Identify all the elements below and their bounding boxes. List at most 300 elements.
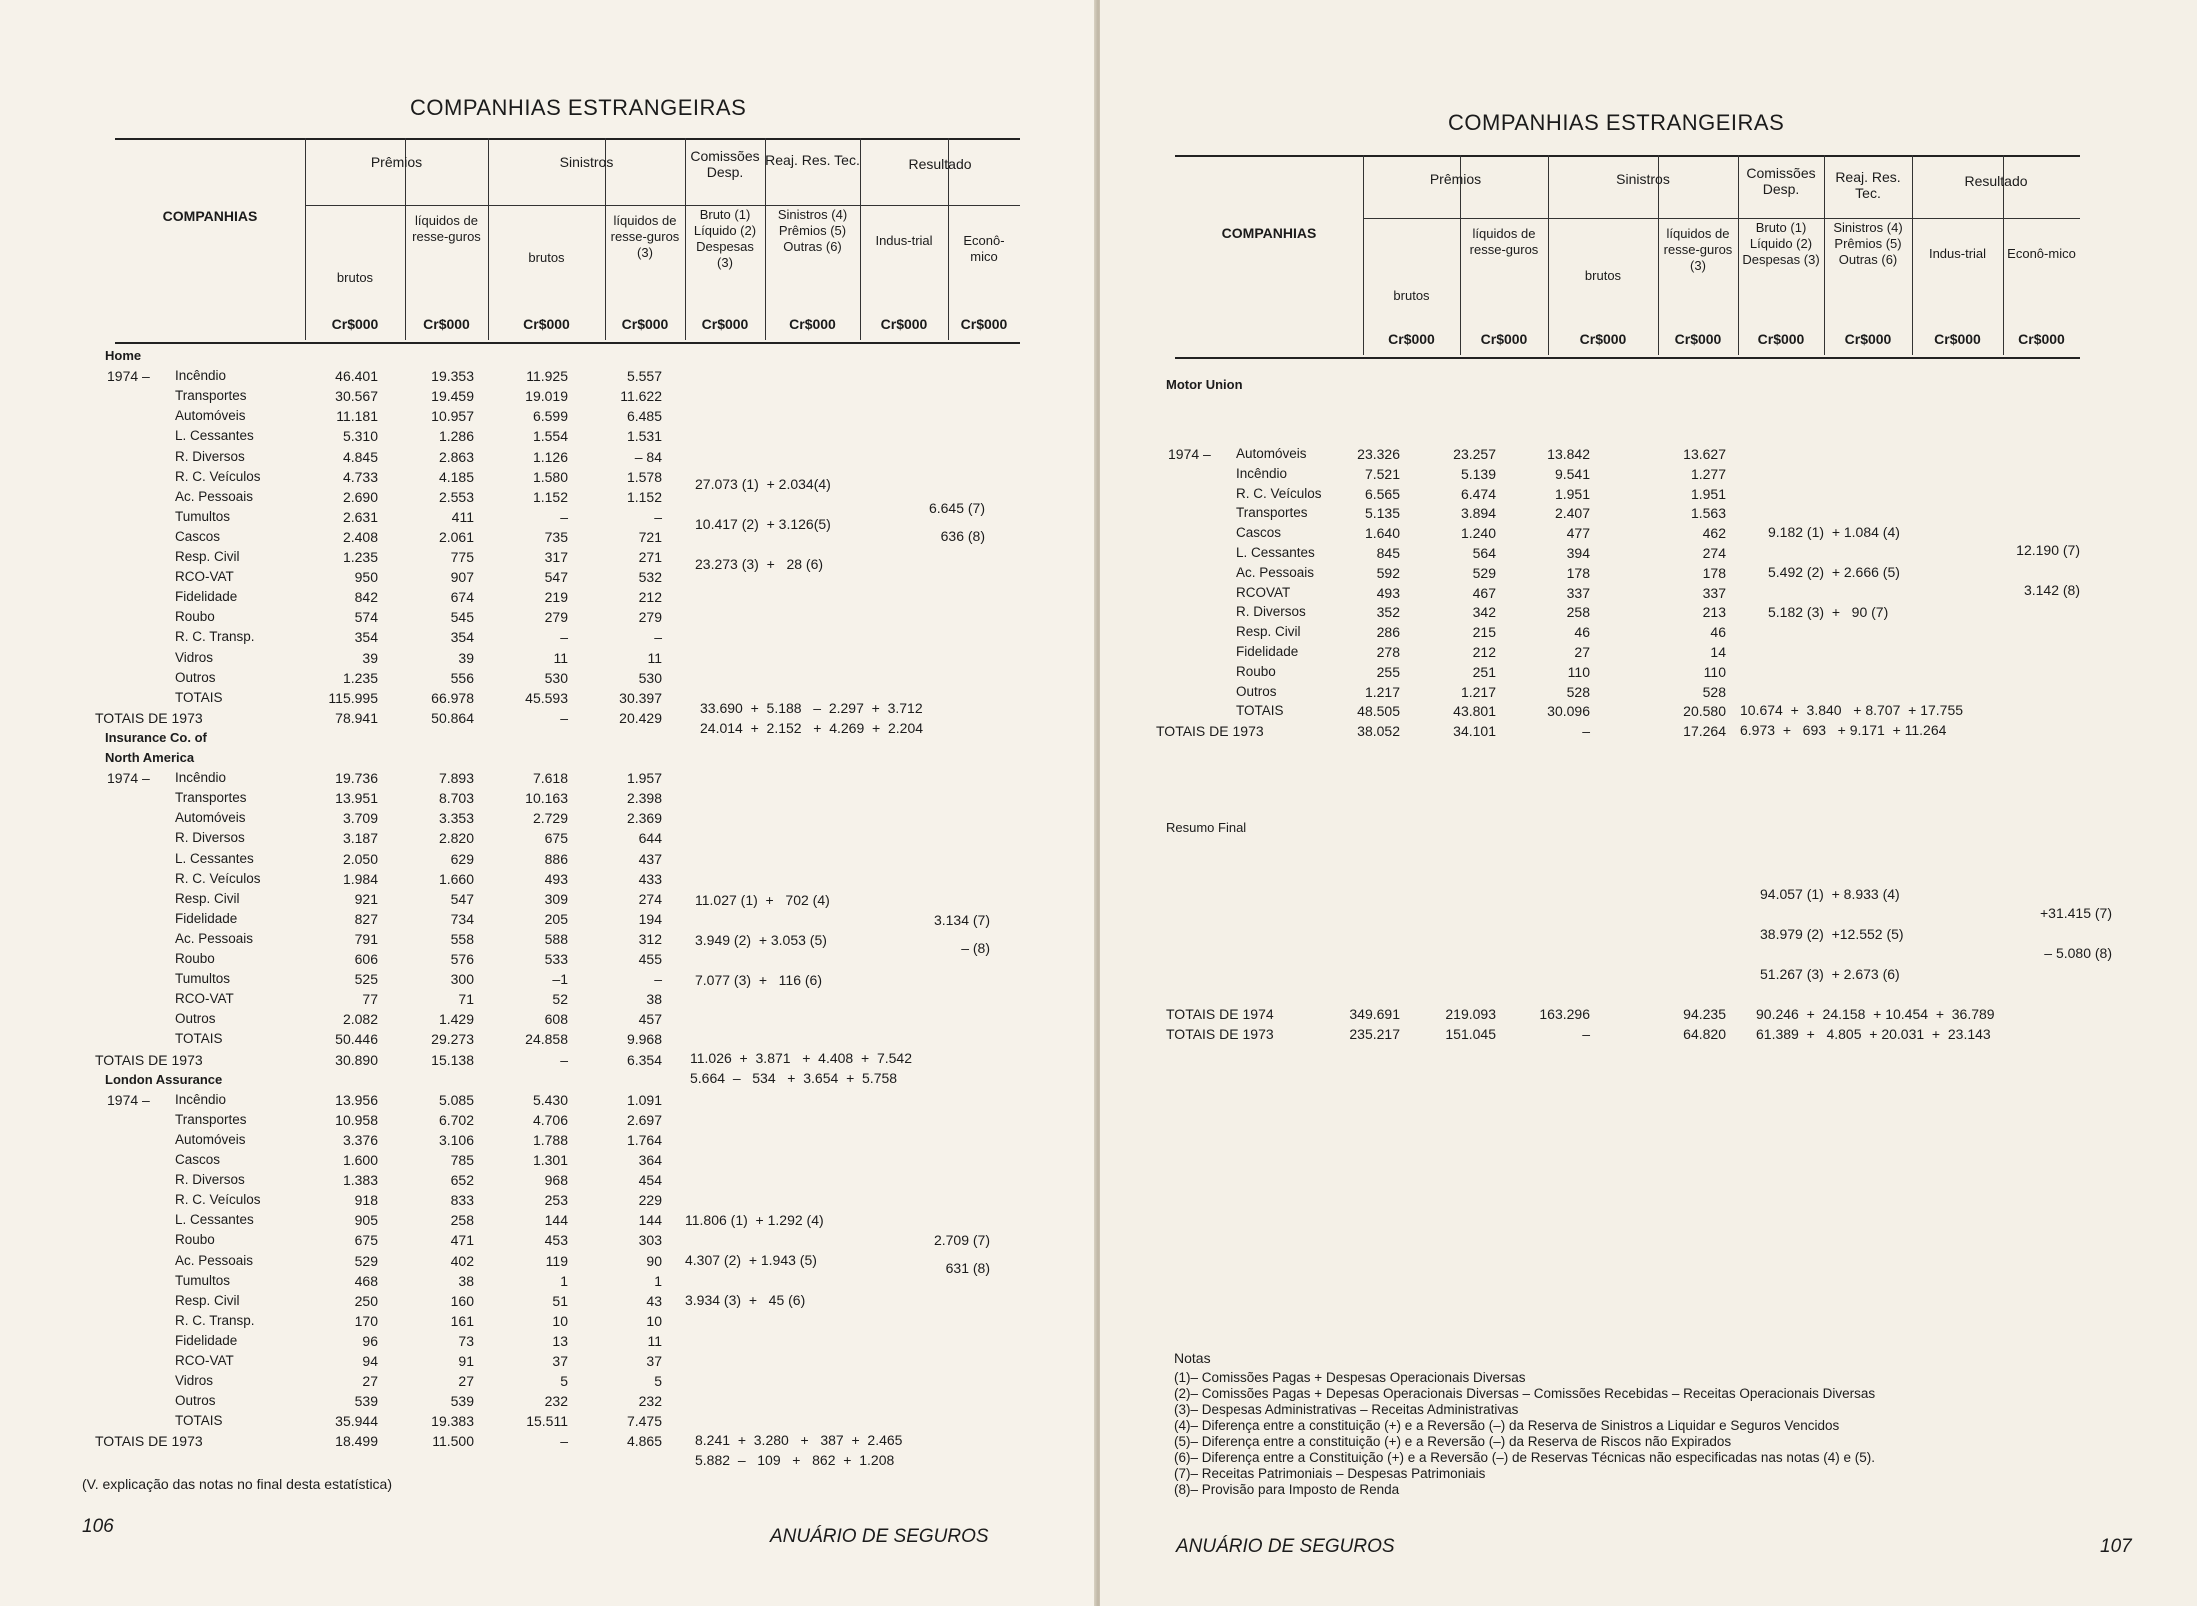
row-value: 300 (450, 971, 474, 988)
header-subline (1912, 218, 2080, 219)
row-branch: L. Cessantes (175, 428, 254, 444)
row-value: 1 (560, 1272, 568, 1289)
row-value: 2.631 (342, 508, 378, 525)
row-value: 5.135 (1364, 505, 1400, 522)
row-value: 10.958 (335, 1111, 378, 1128)
row-year: TOTAIS DE 1973 (1156, 723, 1264, 740)
row-value: 842 (354, 589, 378, 606)
result-value: 3.934 (3) + 45 (6) (685, 1292, 806, 1308)
header-subcol: Econô-mico (963, 233, 1005, 264)
row-value: 629 (450, 850, 474, 867)
result-value: – (8) (961, 940, 990, 956)
row-value: – (654, 629, 662, 646)
row-branch: R. C. Transp. (175, 629, 255, 645)
row-value: 170 (354, 1312, 378, 1329)
row-branch: Transportes (175, 1111, 247, 1127)
header-subcol: Sinistros (4) Prêmios (5) Outras (6) (1833, 220, 1903, 267)
row-value: 1.554 (532, 428, 568, 445)
row-branch: Cascos (1236, 525, 1282, 541)
header-subcol: líquidos de resse-guros (412, 213, 481, 244)
row-value: 23.257 (1453, 446, 1496, 462)
row-value: 337 (1566, 584, 1590, 601)
row-value: 10 (552, 1312, 568, 1329)
row-value: 1.951 (1690, 485, 1726, 502)
note-item: (6)– Diferença entre a Constituição (+) e a Reversão (–) de Reservas Técnicas não especificadas nas notas (4) e (5). (1174, 1450, 1875, 1465)
row-value: 5.139 (1460, 465, 1496, 482)
row-value: 11 (553, 649, 568, 666)
page-title-left: COMPANHIAS ESTRANGEIRAS (410, 95, 747, 120)
row-value: 43 (646, 1292, 662, 1309)
row-value: 592 (1376, 564, 1400, 581)
row-value: 11 (647, 649, 662, 666)
row-value: 30.890 (335, 1051, 378, 1068)
row-value: 8.703 (438, 790, 474, 807)
row-branch: TOTAIS (175, 1031, 223, 1047)
row-value: 6.702 (438, 1111, 474, 1128)
row-value: 532 (638, 569, 662, 586)
result-value: 7.077 (3) + 116 (6) (695, 972, 822, 988)
header-comissoes: Comissões Desp. (690, 148, 760, 180)
row-year: 1974 – (107, 770, 150, 787)
header-unit: Cr$000 (1757, 331, 1805, 347)
result-value: 8.241 + 3.280 + 387 + 2.465 (695, 1432, 903, 1448)
header-sinistros: Sinistros (1616, 171, 1670, 187)
page-title-right: COMPANHIAS ESTRANGEIRAS (1448, 110, 1785, 135)
row-value: 258 (1566, 604, 1590, 621)
row-value: 13.627 (1683, 446, 1726, 462)
row-value: – 84 (634, 448, 662, 465)
row-branch: Roubo (175, 609, 215, 625)
row-value: 94 (362, 1353, 378, 1369)
row-value: 674 (450, 589, 474, 606)
row-value: 7.893 (438, 770, 474, 787)
row-value: 279 (544, 609, 568, 626)
result-value: 2.709 (7) (933, 1232, 990, 1248)
row-value: 11 (647, 1332, 662, 1349)
row-value: 2.050 (342, 850, 378, 867)
row-value: 30.567 (335, 388, 378, 405)
row-value: 278 (1376, 644, 1400, 660)
result-value: 11.027 (1) + 702 (4) (695, 892, 830, 908)
row-value: 11.925 (526, 368, 568, 385)
header-unit: Cr$000 (701, 316, 749, 332)
row-branch: Cascos (175, 1152, 221, 1167)
row-branch: Resp. Civil (1236, 624, 1301, 640)
row-value: 14 (1710, 644, 1726, 660)
row-value: 19.019 (525, 388, 568, 405)
header-unit: Cr$000 (621, 316, 669, 332)
row-year: 1974 – (107, 368, 150, 385)
row-branch: Outros (175, 1011, 216, 1027)
row-branch: Automóveis (175, 810, 246, 826)
row-value: 433 (638, 870, 662, 887)
row-value: 455 (638, 951, 662, 967)
row-value: 1.217 (1364, 683, 1400, 700)
row-value: 194 (638, 910, 662, 927)
header-comissoes: Comissões Desp. (1746, 165, 1816, 197)
row-value: 38 (458, 1272, 474, 1289)
row-value: 1.640 (1364, 525, 1400, 542)
resumo-right: – 5.080 (8) (2044, 945, 2112, 961)
row-value: 110 (1567, 663, 1590, 680)
header-unit: Cr$000 (423, 316, 470, 332)
row-value: 539 (450, 1393, 474, 1410)
row-branch: Resp. Civil (175, 1292, 240, 1308)
row-branch: Fidelidade (175, 910, 238, 926)
row-value: 110 (1703, 663, 1726, 680)
header-companhias: COMPANHIAS (1221, 225, 1317, 241)
row-value: 528 (1566, 683, 1590, 700)
row-value: 71 (458, 991, 474, 1008)
row-value: 411 (451, 508, 474, 525)
company-label: Motor Union (1166, 377, 1243, 392)
row-value: 437 (638, 850, 662, 867)
row-value: 78.941 (335, 709, 378, 726)
totals-result: 90.246 + 24.158 + 10.454 + 36.789 (1756, 1006, 1995, 1022)
row-value: 652 (450, 1172, 474, 1189)
row-branch: Tumultos (175, 1272, 231, 1288)
row-branch: Outros (1236, 683, 1277, 699)
row-value: 6.599 (532, 408, 568, 425)
totals-value: 64.820 (1683, 1026, 1726, 1042)
row-value: 354 (450, 629, 474, 646)
row-value: 11.500 (432, 1433, 474, 1450)
row-value: 2.061 (438, 528, 474, 545)
row-year: TOTAIS DE 1973 (95, 1433, 203, 1450)
row-branch: Incêndio (175, 368, 227, 384)
header-subcol: Bruto (1) Líquido (2) Despesas (3) (693, 207, 757, 270)
row-value: – (560, 1051, 568, 1068)
row-branch: L. Cessantes (1236, 545, 1315, 560)
header-unit: Cr$000 (1934, 331, 1981, 347)
row-value: 229 (638, 1192, 662, 1209)
row-branch: RCO-VAT (175, 1353, 234, 1368)
row-value: 1.957 (626, 770, 662, 787)
row-branch: R. C. Veículos (1236, 485, 1322, 501)
row-value: 3.187 (342, 830, 378, 847)
row-value: 3.353 (438, 810, 474, 827)
row-value: 205 (544, 910, 568, 927)
header-companhias: COMPANHIAS (162, 208, 258, 224)
row-value: – (1582, 723, 1590, 740)
row-branch: L. Cessantes (175, 850, 254, 866)
row-value: 255 (1376, 663, 1400, 680)
row-value: 279 (638, 609, 662, 626)
row-value: 90 (646, 1252, 662, 1269)
header-subcol: brutos (1584, 268, 1622, 283)
resumo-label: Resumo Final (1166, 820, 1247, 835)
row-value: 2.407 (1554, 505, 1590, 522)
row-branch: R. Diversos (175, 1172, 245, 1188)
result-value: 9.182 (1) + 1.084 (4) (1768, 524, 1900, 540)
row-branch: Outros (175, 1393, 216, 1409)
row-value: 30.096 (1547, 703, 1590, 720)
row-value: 6.565 (1364, 485, 1400, 502)
row-value: 13 (552, 1332, 568, 1349)
row-value: 547 (544, 569, 568, 586)
row-value: – (560, 508, 568, 525)
row-value: 45.593 (525, 689, 568, 706)
header-unit: Cr$000 (880, 316, 928, 332)
row-branch: R. Diversos (175, 448, 245, 464)
row-branch: RCO-VAT (175, 569, 234, 585)
row-value: 250 (354, 1292, 378, 1309)
row-value: 2.553 (438, 488, 474, 505)
row-branch: Ac. Pessoais (1236, 564, 1315, 580)
row-value: 1.984 (342, 870, 378, 887)
row-value: 10.163 (525, 790, 568, 807)
row-value: 232 (544, 1393, 568, 1410)
note-item: (7)– Receitas Patrimoniais – Despesas Patrimoniais (1174, 1466, 1486, 1481)
result-value: 5.492 (2) + 2.666 (5) (1768, 564, 1900, 580)
row-value: 15.138 (431, 1051, 474, 1068)
row-value: 1.301 (532, 1152, 568, 1168)
result-value: 3.142 (8) (2023, 582, 2080, 598)
row-branch: Tumultos (175, 508, 231, 524)
header-subcol: Sinistros (4) Prêmios (5) Outras (6) (777, 207, 848, 254)
page-number-left: 106 (82, 1516, 114, 1537)
header-unit: Cr$000 (523, 316, 570, 332)
result-value: 5.182 (3) + 90 (7) (1768, 604, 1889, 620)
row-value: 539 (354, 1393, 378, 1410)
row-value: 1.578 (626, 468, 662, 485)
row-value: 219 (544, 589, 568, 606)
row-branch: R. C. Transp. (175, 1312, 255, 1328)
row-value: 119 (545, 1252, 568, 1269)
row-value: – (560, 1433, 568, 1450)
row-value: 4.185 (438, 468, 474, 485)
row-branch: Fidelidade (175, 1332, 238, 1348)
row-value: 1.126 (532, 448, 568, 465)
row-value: 735 (544, 528, 568, 545)
header-subline (305, 205, 488, 206)
row-value: 51 (552, 1292, 568, 1309)
row-branch: Incêndio (1236, 465, 1288, 481)
row-value: 1.580 (532, 468, 568, 485)
row-value: –1 (552, 971, 568, 988)
note-item: (4)– Diferença entre a constituição (+) e a Reversão (–) da Reserva de Sinistros a Liquidar e Seguros Vencidos (1174, 1418, 1840, 1433)
row-value: 27 (1574, 644, 1590, 660)
row-branch: Vidros (175, 1373, 214, 1389)
row-value: 530 (544, 669, 568, 686)
header-unit: Cr$000 (331, 316, 379, 332)
totals-label: TOTAIS DE 1974 (1166, 1006, 1274, 1022)
row-value: 19.383 (431, 1413, 474, 1430)
row-value: 886 (544, 850, 568, 867)
header-subcol: Indus-trial (875, 233, 933, 248)
row-value: 27 (458, 1373, 474, 1390)
row-value: 27 (362, 1373, 378, 1390)
row-value: 48.505 (1357, 703, 1400, 720)
row-value: 43.801 (1453, 703, 1496, 720)
row-branch: Tumultos (175, 971, 231, 987)
result-value: 4.307 (2) + 1.943 (5) (685, 1252, 817, 1268)
row-value: 178 (1566, 564, 1590, 581)
row-value: 15.511 (526, 1413, 568, 1430)
row-branch: Transportes (175, 790, 247, 806)
row-value: 13.951 (335, 790, 378, 807)
totals-value: 349.691 (1349, 1006, 1400, 1022)
row-value: 286 (1376, 624, 1400, 641)
row-value: 39 (458, 649, 474, 666)
row-value: 77 (362, 991, 378, 1008)
header-unit: Cr$000 (1388, 331, 1435, 347)
header-unit: Cr$000 (1674, 331, 1722, 347)
row-value: 30.397 (619, 689, 662, 706)
row-value: 2.863 (438, 448, 474, 465)
row-value: 1.235 (342, 669, 378, 686)
header-subline (1363, 218, 1548, 219)
row-value: 2.369 (626, 810, 662, 827)
row-value: 471 (450, 1232, 474, 1249)
row-value: 6.474 (1460, 485, 1496, 502)
row-value: 34.101 (1453, 723, 1496, 740)
row-branch: Automóveis (175, 1131, 246, 1147)
result-value: 6.645 (7) (928, 500, 985, 516)
row-branch: Resp. Civil (175, 890, 240, 906)
row-value: 734 (450, 910, 474, 927)
totals-value: 94.235 (1683, 1006, 1726, 1022)
row-value: 453 (544, 1232, 568, 1249)
row-value: – (560, 629, 568, 646)
row-value: 271 (638, 549, 662, 565)
row-value: 38.052 (1357, 723, 1400, 740)
footer-left: ANUÁRIO DE SEGUROS (770, 1526, 989, 1547)
row-branch: Resp. Civil (175, 549, 240, 564)
row-value: 39 (362, 649, 378, 666)
header-resultado: Resultado (908, 156, 972, 172)
row-value: 29.273 (431, 1031, 474, 1048)
row-value: 52 (552, 991, 568, 1008)
row-value: 454 (638, 1172, 662, 1189)
row-value: 178 (1702, 564, 1726, 581)
header-unit: Cr$000 (789, 316, 836, 332)
page-number-right: 107 (2100, 1536, 2132, 1557)
row-value: 17.264 (1683, 723, 1726, 740)
row-value: 10.957 (431, 408, 474, 425)
header-premios: Prêmios (370, 154, 423, 170)
row-value: 545 (450, 609, 474, 626)
row-value: 46 (1574, 624, 1590, 641)
note-item: (8)– Provisão para Imposto de Renda (1174, 1482, 1400, 1497)
company-label: Home (105, 348, 142, 363)
row-value: 644 (638, 830, 662, 847)
result-value: 3.949 (2) + 3.053 (5) (695, 932, 827, 948)
row-value: 5.430 (532, 1091, 568, 1108)
row-branch: Transportes (175, 388, 247, 404)
row-branch: Ac. Pessoais (175, 1252, 254, 1268)
row-value: 213 (1702, 604, 1726, 621)
footer-right: ANUÁRIO DE SEGUROS (1176, 1536, 1395, 1557)
row-value: 1.152 (626, 488, 662, 505)
row-year: 1974 – (107, 1091, 150, 1108)
row-value: 1.240 (1460, 525, 1496, 542)
row-value: 161 (450, 1312, 474, 1329)
row-value: 9.541 (1554, 465, 1590, 482)
row-value: 785 (450, 1152, 474, 1168)
row-branch: Incêndio (175, 770, 227, 786)
result-value: 27.073 (1) + 2.034(4) (695, 476, 831, 492)
totals-value: 235.217 (1349, 1026, 1400, 1042)
row-value: 1.091 (626, 1091, 662, 1108)
result-value: 33.690 + 5.188 – 2.297 + 3.712 (700, 700, 923, 716)
result-value: 10.417 (2) + 3.126(5) (695, 516, 831, 532)
row-value: 91 (458, 1353, 474, 1369)
row-branch: Ac. Pessoais (175, 488, 254, 504)
row-value: 574 (354, 609, 378, 626)
row-value: 6.485 (626, 408, 662, 425)
row-value: 721 (638, 528, 662, 545)
right-page (1100, 0, 2197, 1606)
row-value: 468 (354, 1272, 378, 1289)
header-subcol: brutos (528, 250, 565, 265)
row-value: 258 (450, 1212, 474, 1229)
company-label: Insurance Co. of (105, 729, 207, 745)
row-value: 303 (638, 1232, 662, 1249)
row-value: 2.697 (626, 1111, 662, 1128)
row-value: 968 (544, 1172, 568, 1189)
row-value: 1.764 (626, 1131, 662, 1148)
row-branch: Fidelidade (175, 589, 238, 605)
note-item: (1)– Comissões Pagas + Despesas Operacionais Diversas (1174, 1370, 1526, 1385)
row-branch: R. C. Veículos (175, 468, 261, 484)
row-branch: TOTAIS (175, 689, 223, 705)
row-value: 50.864 (431, 709, 474, 726)
row-value: 251 (1472, 663, 1496, 680)
row-value: 918 (354, 1192, 378, 1209)
row-year: 1974 – (1168, 446, 1211, 462)
totals-value: 219.093 (1445, 1006, 1496, 1022)
row-branch: Fidelidade (1236, 644, 1299, 659)
header-reaj: Reaj. Res. Tec. (765, 152, 860, 168)
row-value: 160 (450, 1292, 474, 1309)
result-value: 5.664 – 534 + 3.654 + 5.758 (690, 1070, 898, 1086)
row-value: 905 (354, 1212, 378, 1229)
notes-title: Notas (1174, 1350, 1211, 1366)
row-value: 9.968 (626, 1031, 662, 1048)
row-value: 3.709 (342, 810, 378, 827)
row-value: 4.733 (342, 468, 378, 485)
row-value: 921 (354, 890, 378, 907)
row-value: 1.235 (342, 549, 378, 565)
row-value: 23.326 (1357, 446, 1400, 462)
note-reference: (V. explicação das notas no final desta estatística) (82, 1476, 392, 1492)
result-value: 24.014 + 2.152 + 4.269 + 2.204 (700, 720, 924, 736)
row-year: TOTAIS DE 1973 (95, 1051, 203, 1068)
row-year: TOTAIS DE 1973 (95, 709, 203, 726)
header-resultado: Resultado (1964, 173, 2028, 189)
row-value: 144 (638, 1212, 662, 1229)
company-label: North America (105, 750, 195, 765)
company-label: London Assurance (105, 1071, 223, 1087)
row-value: 775 (450, 549, 474, 565)
row-branch: Vidros (175, 649, 214, 665)
header-unit: Cr$000 (960, 316, 1008, 332)
result-value: 3.134 (7) (933, 912, 990, 928)
header-subcol: brutos (336, 270, 374, 285)
header-subline (685, 205, 860, 206)
row-value: 312 (638, 930, 662, 947)
result-value: 23.273 (3) + 28 (6) (695, 556, 824, 572)
totals-label: TOTAIS DE 1973 (1166, 1026, 1274, 1042)
row-value: 462 (1702, 525, 1726, 542)
totals-value: – (1582, 1026, 1590, 1042)
row-branch: Roubo (175, 1232, 215, 1248)
row-value: 13.956 (335, 1091, 378, 1108)
row-value: 1.951 (1554, 485, 1590, 502)
row-value: 576 (450, 951, 474, 967)
header-unit: Cr$000 (1579, 331, 1627, 347)
